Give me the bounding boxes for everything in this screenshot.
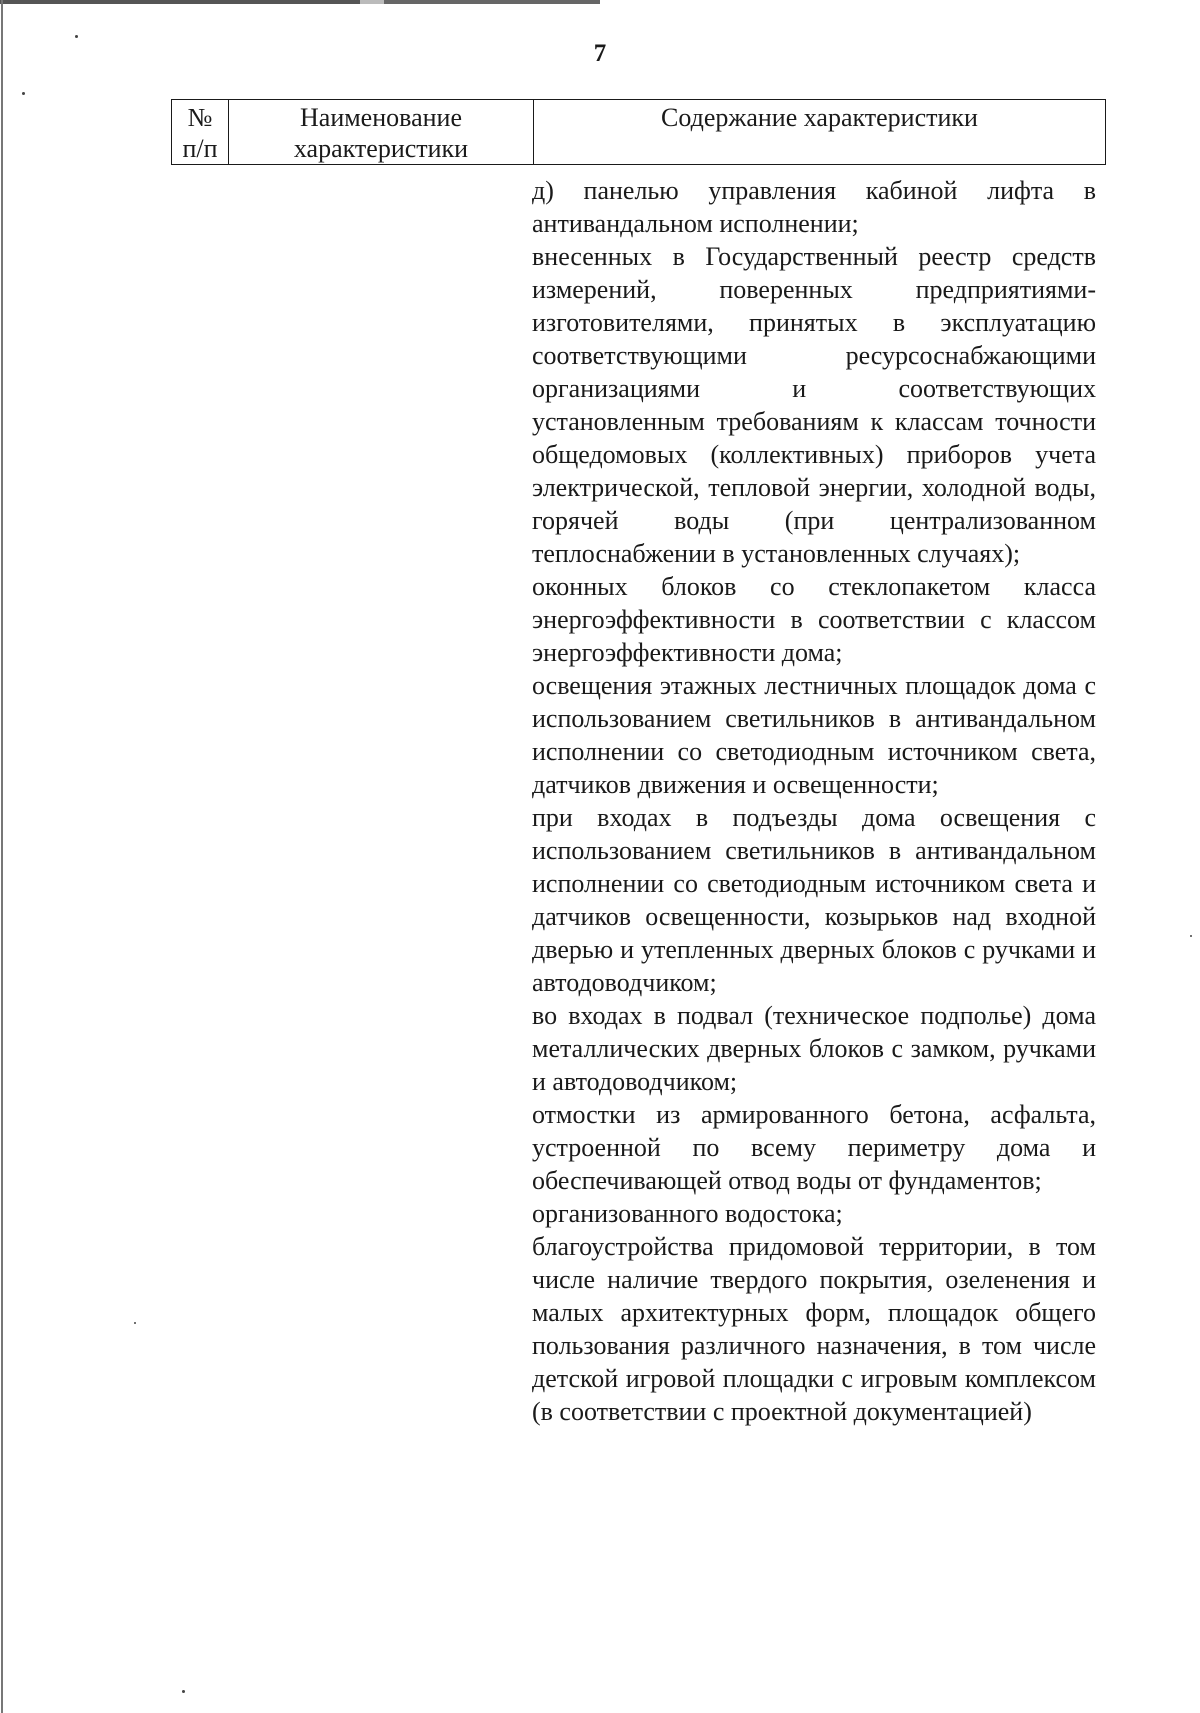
scan-edge-left	[1, 0, 3, 1713]
page-number-text: 7	[593, 40, 607, 67]
scan-speck	[22, 92, 25, 95]
content-paragraph: освещения этажных лестничных площадок дома с использованием светильников в антивандальном исполнении со светодиодным источником света, датчиков движения и освещенности;	[532, 671, 1096, 799]
content-paragraph: оконных блоков со стеклопакетом класса энергоэффективности в соответствии с классом энергоэффективности дома;	[532, 572, 1096, 667]
scan-speck	[182, 1690, 185, 1693]
scan-speck	[75, 35, 78, 38]
characteristics-table-header	[171, 99, 1106, 165]
content-paragraph: при входах в подъезды дома освещения с использованием светильников в антивандальном исполнении со светодиодным источником света и датчиков освещенности, козырьков над входной дверью и утепленных дверных блоков с ручками и автодоводчиком;	[532, 803, 1096, 997]
content-paragraph: д) панелью управления кабиной лифта в антивандальном исполнении;	[532, 176, 1096, 238]
content-paragraph: отмостки из армированного бетона, асфальта, устроенной по всему периметру дома и обеспечивающей отвод воды от фундаментов;	[532, 1100, 1096, 1195]
header-col-number: № п/п	[172, 100, 229, 165]
content-paragraph: во входах в подвал (техническое подполье) дома металлических дверных блоков с замком, ручками и автодоводчиком;	[532, 1001, 1096, 1096]
content-paragraph: внесенных в Государственный реестр средств измерений, поверенных предприятиями-изготовителями, принятых в эксплуатацию соответствующими ресурсоснабжающими организациями и соответствующих установленным требованиям к классам точности общедомовых (коллективных) приборов учета электрической, тепловой энергии, холодной воды, горячей воды (при централизованном теплоснабжении в установленных случаях);	[532, 242, 1096, 568]
content-paragraph: организованного водостока;	[532, 1199, 843, 1228]
scan-speck	[134, 1322, 136, 1324]
table-header-row	[172, 100, 1106, 165]
characteristic-content	[532, 174, 1096, 1428]
page-number	[0, 40, 1200, 68]
content-paragraph: благоустройства придомовой территории, в том числе наличие твердого покрытия, озеленения и малых архитектурных форм, площадок общего пользования различного назначения, в том числе детской игровой площадки с игровым комплексом (в соответствии с проектной документацией)	[532, 1232, 1096, 1426]
header-col-name: Наименование характеристики	[229, 100, 534, 165]
scan-speck	[1190, 935, 1192, 937]
header-col-content: Содержание характеристики	[534, 100, 1106, 165]
scan-edge-top	[0, 0, 1200, 4]
